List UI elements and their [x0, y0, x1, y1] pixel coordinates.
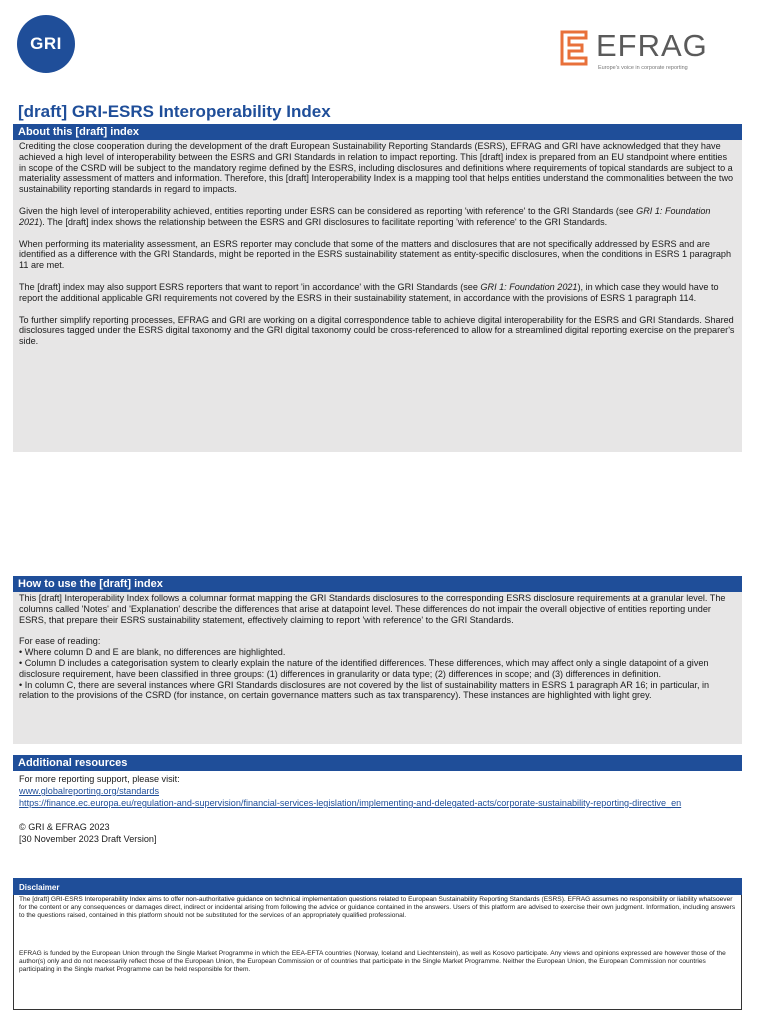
- about-paragraph-4: The [draft] index may also support ESRS reporters that want to report 'in accordance' with the GRI Standards (see GRI 1: Foundation 2021), in which case they would have to report the additional applicable GRI requirements not covered by the ESRS in their sustainability statement, in accordance with the provisions of ESRS 1 paragraph 114.: [19, 281, 719, 303]
- efrag-wordmark: EFRAG: [596, 28, 708, 63]
- disclaimer-paragraph-2: EFRAG is funded by the European Union through the Single Market Programme in which the EEA-EFTA countries (Norway, Iceland and Liechtenstein), as well as Kosovo participate. Any views and opinions expressed are however those of the author(s) only and do not necessarily reflect those of the European Union, the European Commission or of countries that participate in the Single Market Programme. Neither the European Union, the European Commission nor countries participating in the Single market Programme can be held responsible for them.: [19, 950, 726, 973]
- howto-ease-list: [19, 636, 736, 701]
- about-paragraph-5: To further simplify reporting processes, EFRAG and GRI are working on a digital correspondence table to achieve digital interoperability for the ESRS and GRI Standards. Shared disclosures tagged under the ESRS digital taxonomy and the GRI digital taxonomy could be cross-referenced to allow for a streamlined digital reporting exercise on the preparer's side.: [19, 314, 735, 347]
- ease-of-reading-label: For ease of reading:: [19, 636, 101, 647]
- gri-standards-link[interactable]: www.globalreporting.org/standards: [19, 786, 160, 796]
- gri-logo-text: GRI: [30, 34, 62, 53]
- resources-section-body: [13, 771, 753, 847]
- about-paragraph-3: When performing its materiality assessment, an ESRS reporter may conclude that some of the matters and disclosures that are not specifically addressed by ESRS and are identified as a difference with the GRI Standards, might be reported in the ESRS sustainability statement as entity-specific disclosures, when the conditions in ESRS 1 paragraph 11 are met.: [19, 238, 732, 271]
- list-item: • Where column D and E are blank, no differences are highlighted.: [19, 647, 286, 658]
- gri-foundation-reference: GRI 1: Foundation 2021: [19, 205, 711, 227]
- page-title: [draft] GRI-ESRS Interoperability Index: [18, 102, 331, 121]
- resources-intro: For more reporting support, please visit:: [19, 774, 180, 784]
- copyright: © GRI & EFRAG 2023: [19, 822, 110, 832]
- resources-section-heading: Additional resources: [13, 755, 742, 771]
- disclaimer-body: [13, 895, 742, 1010]
- disclaimer-paragraph-1: The [draft] GRI-ESRS Interoperability Index aims to offer non-authoritative guidance on technical implementation questions related to European Sustainability Reporting Standards (ESRS). EFRAG assumes no responsibility or liability whatsoever for the content or any consequences or damages direct, indirect or incidental arising from following the advice or guidance contained in the answers. Users of this platform are advised to exercise their own judgment. Information, including answers to the questions raised, contained in this platform should not be substituted for the services of an appropriately qualified professional.: [19, 896, 736, 919]
- howto-section-body: [13, 592, 742, 744]
- gri-foundation-reference: GRI 1: Foundation 2021: [480, 281, 578, 292]
- efrag-logo: [560, 28, 708, 74]
- disclaimer-heading: Disclaimer: [13, 878, 742, 895]
- gri-logo: [17, 15, 75, 73]
- about-section-body: [13, 140, 742, 452]
- efrag-tagline: Europe's voice in corporate reporting: [598, 65, 688, 71]
- list-item: • Column D includes a categorisation system to clearly explain the nature of the identified differences. These differences, which may affect only a single datapoint of a given disclosure requirement, have been classified in three groups: (1) differences in granularity or data type; (2) differences in scope; and (3) differences in definition.: [19, 657, 709, 679]
- draft-version: [30 November 2023 Draft Version]: [19, 834, 157, 844]
- efrag-mark-icon: [560, 30, 590, 66]
- csrd-link[interactable]: https://finance.ec.europa.eu/regulation-and-supervision/financial-services-legislation/implementing-and-delegated-acts/corporate-sustainability-reporting-directive_en: [19, 798, 682, 808]
- about-paragraph-2: Given the high level of interoperability achieved, entities reporting under ESRS can be considered as reporting 'with reference' to the GRI Standards (see GRI 1: Foundation 2021). The [draft] index shows the relationship between the ESRS and GRI disclosures to facilitate reporting 'with reference' to the GRI Standards.: [19, 205, 711, 227]
- howto-paragraph-1: This [draft] Interoperability Index follows a columnar format mapping the GRI Standards disclosures to the corresponding ESRS disclosure requirements at a granular level. The columns called 'Notes' and 'Explanation' describe the differences that arise at datapoint level. These differences do not impair the overall objective of entities reporting under ESRS, that prepare their ESRS sustainability statement, effectively claiming to report 'with reference' to the GRI Standards.: [19, 593, 726, 625]
- list-item: • In column C, there are several instances where GRI Standards disclosures are not covered by the list of sustainability matters in ESRS 1 paragraph AR 16; in particular, in relation to the provisions of the CSRD (for instance, on certain governance matters such as tax transparency). These instances are highlighted with light grey.: [19, 679, 710, 701]
- about-section-heading: About this [draft] index: [13, 124, 742, 140]
- howto-section-heading: How to use the [draft] index: [13, 576, 742, 592]
- about-paragraph-1: Crediting the close cooperation during the development of the draft European Sustainability Reporting Standards (ESRS), EFRAG and GRI have acknowledged that they have achieved a high level of interoperability between the ESRS and GRI Standards in relation to impact reporting. This [draft] index is prepared from an EU standpoint where entities in scope of the CSRD will be subject to the mandatory regime defined by the ESRS, including disclosures and definitions where requirements of topical standards are subject to a materiality assessment of matters and information. Therefore, this [draft] Interoperability Index is a mapping tool that helps entities understand the commonalities between the two sustainability reporting standards in regard to impacts.: [19, 141, 734, 195]
